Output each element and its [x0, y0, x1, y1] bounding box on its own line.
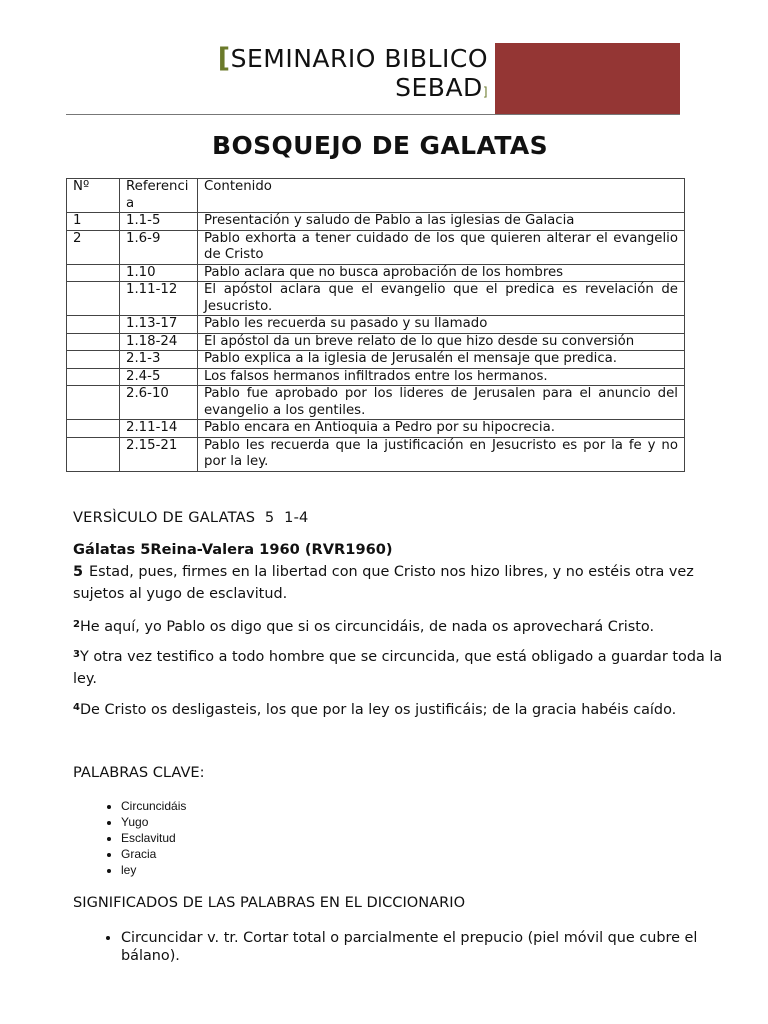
- bible-version-label: Gálatas 5Reina-Valera 1960 (RVR1960): [73, 541, 393, 558]
- table-row: [67, 316, 685, 334]
- cell-reference: 2.4-5: [120, 368, 198, 386]
- cell-content: El apóstol aclara que el evangelio que el predica es revelación de Jesucristo.: [198, 282, 685, 316]
- header-title-line2: SEBAD: [395, 73, 483, 102]
- table-row: [67, 351, 685, 369]
- cell-reference: 1.13-17: [120, 316, 198, 334]
- verse-number: 2: [73, 619, 80, 630]
- cell-reference: 2.6-10: [120, 386, 198, 420]
- cell-number: [67, 351, 120, 369]
- verse-number: 4: [73, 702, 80, 713]
- cell-number: 2: [67, 230, 120, 264]
- definitions-heading: SIGNIFICADOS DE LAS PALABRAS EN EL DICCIONARIO: [73, 894, 466, 911]
- cell-reference: 2.15-21: [120, 437, 198, 471]
- list-item: • Esclavitud: [121, 830, 186, 846]
- cell-reference: 1.10: [120, 264, 198, 282]
- header-title-line1: SEMINARIO BIBLICO: [230, 44, 488, 73]
- header-divider: [66, 114, 680, 115]
- header-bracket-open: [: [217, 43, 231, 74]
- table-row: [67, 264, 685, 282]
- table-row: [67, 213, 685, 231]
- verse-5: [73, 561, 733, 605]
- list-item: • ley: [121, 862, 186, 878]
- verse-text: Estad, pues, firmes en la libertad con que Cristo nos hizo libres, y no estéis otra vez sujetos al yugo de esclavitud.: [73, 564, 694, 602]
- cell-reference: 1.18-24: [120, 333, 198, 351]
- cell-content: Pablo fue aprobado por los lideres de Jerusalen para el anuncio del evangelio a los gentiles.: [198, 386, 685, 420]
- cell-content: Pablo encara en Antioquia a Pedro por su hipocrecia.: [198, 420, 685, 438]
- cell-number: [67, 420, 120, 438]
- table-row: [67, 333, 685, 351]
- column-header-reference: [120, 179, 198, 213]
- cell-number: [67, 264, 120, 282]
- verse-text: He aquí, yo Pablo os digo que si os circuncidáis, de nada os aprovechará Cristo.: [79, 619, 655, 635]
- table-row: [67, 420, 685, 438]
- cell-reference: 1.6-9: [120, 230, 198, 264]
- document-title: BOSQUEJO DE GALATAS: [211, 131, 548, 160]
- header-title: [100, 44, 488, 107]
- table-row: [67, 368, 685, 386]
- cell-content: Pablo aclara que no busca aprobación de los hombres: [198, 264, 685, 282]
- cell-content: Pablo les recuerda que la justificación en Jesucristo es por la fe y no por la ley.: [198, 437, 685, 471]
- header-bracket-close: ]: [482, 85, 488, 99]
- cell-content: Pablo exhorta a tener cuidado de los que quieren alterar el evangelio de Cristo: [198, 230, 685, 264]
- list-item: • Gracia: [121, 846, 186, 862]
- list-item: • Circuncidáis: [121, 798, 186, 814]
- column-header-content: Contenido: [198, 179, 685, 213]
- outline-table-body: [67, 213, 685, 472]
- column-header-number: Nº: [67, 179, 120, 213]
- keywords-list: [83, 798, 186, 878]
- verse-3: [73, 644, 733, 690]
- table-row: [67, 282, 685, 316]
- definitions-list: [83, 929, 721, 965]
- header-accent-box: [495, 43, 680, 114]
- cell-content: Presentación y saludo de Pablo a las iglesias de Galacia: [198, 213, 685, 231]
- column-header-reference-text: Referencia: [126, 179, 189, 211]
- cell-number: [67, 316, 120, 334]
- cell-number: 1: [67, 213, 120, 231]
- verse-section-heading: VERSÌCULO DE GALATAS 5 1-4: [73, 509, 309, 526]
- cell-content: Pablo explica a la iglesia de Jerusalén el mensaje que predica.: [198, 351, 685, 369]
- cell-number: [67, 386, 120, 420]
- verse-number: 3: [73, 649, 80, 660]
- cell-content: Los falsos hermanos infiltrados entre los hermanos.: [198, 368, 685, 386]
- cell-content: El apóstol da un breve relato de lo que hizo desde su conversión: [198, 333, 685, 351]
- verse-text: Y otra vez testifico a todo hombre que se circuncida, que está obligado a guardar toda la ley.: [73, 649, 723, 687]
- cell-reference: 1.1-5: [120, 213, 198, 231]
- cell-number: [67, 437, 120, 471]
- table-row: [67, 230, 685, 264]
- outline-table: [66, 178, 685, 472]
- cell-number: [67, 368, 120, 386]
- list-item: • Yugo: [121, 814, 186, 830]
- verse-text: De Cristo os desligasteis, los que por la ley os justificáis; de la gracia habéis caído.: [79, 702, 677, 718]
- cell-number: [67, 333, 120, 351]
- keywords-heading: PALABRAS CLAVE:: [73, 764, 205, 781]
- verse-4: [73, 697, 733, 721]
- cell-content: Pablo les recuerda su pasado y su llamado: [198, 316, 685, 334]
- cell-number: [67, 282, 120, 316]
- list-item: • Circuncidar v. tr. Cortar total o parcialmente el prepucio (piel móvil que cubre el bálano).: [121, 929, 721, 965]
- verse-2: [73, 614, 733, 638]
- table-row: [67, 386, 685, 420]
- cell-reference: 1.11-12: [120, 282, 198, 316]
- table-row: [67, 437, 685, 471]
- table-header-row: [67, 179, 685, 213]
- cell-reference: 2.1-3: [120, 351, 198, 369]
- cell-reference: 2.11-14: [120, 420, 198, 438]
- verse-number: 5: [73, 564, 84, 580]
